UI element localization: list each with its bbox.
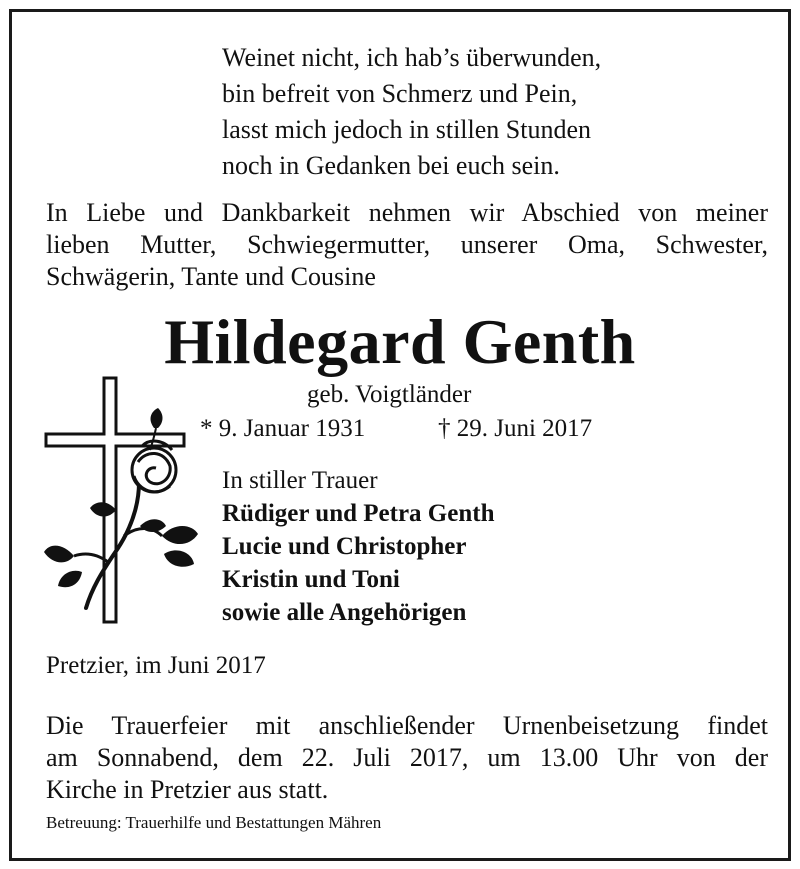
service-line: Die Trauerfeier mit anschließender Urnenbeisetzung findet	[46, 711, 768, 740]
poem	[222, 40, 601, 184]
poem-line: lasst mich jedoch in stillen Stunden	[222, 115, 592, 144]
mourners-heading: In stiller Trauer	[222, 467, 378, 494]
poem-line: Weinet nicht, ich hab’s überwunden,	[222, 43, 602, 72]
intro-line: In Liebe und Dankbarkeit nehmen wir Abschied von meiner	[46, 198, 768, 227]
mourner-name: sowie alle Angehörigen	[222, 599, 467, 626]
deceased-name: Hildegard Genth	[164, 306, 636, 377]
service-notice	[46, 710, 768, 806]
intro-text	[46, 197, 768, 293]
life-dates	[200, 414, 593, 444]
mourner-name: Lucie und Christopher	[222, 533, 467, 560]
birth-name: geb. Voigtländer	[307, 381, 472, 408]
place-date: Pretzier, im Juni 2017	[46, 652, 266, 679]
mourner-name: Rüdiger und Petra Genth	[222, 500, 495, 527]
funeral-home-credit: Betreuung: Trauerhilfe und Bestattungen Mähren	[46, 813, 382, 832]
birth-date: * 9. Januar 1931	[200, 415, 366, 442]
poem-line: noch in Gedanken bei euch sein.	[222, 151, 560, 180]
mourner-name: Kristin und Toni	[222, 566, 400, 593]
service-line: Kirche in Pretzier aus statt.	[46, 775, 329, 804]
death-date: † 29. Juni 2017	[438, 415, 593, 442]
service-line: am Sonnabend, dem 22. Juli 2017, um 13.00 Uhr von der	[46, 743, 768, 772]
obituary-frame	[9, 9, 791, 861]
intro-line: lieben Mutter, Schwiegermutter, unserer Oma, Schwester,	[46, 230, 768, 259]
mourners	[222, 464, 494, 629]
intro-line: Schwägerin, Tante und Cousine	[46, 262, 376, 291]
cross-with-rose-icon	[42, 376, 202, 636]
poem-line: bin befreit von Schmerz und Pein,	[222, 79, 578, 108]
